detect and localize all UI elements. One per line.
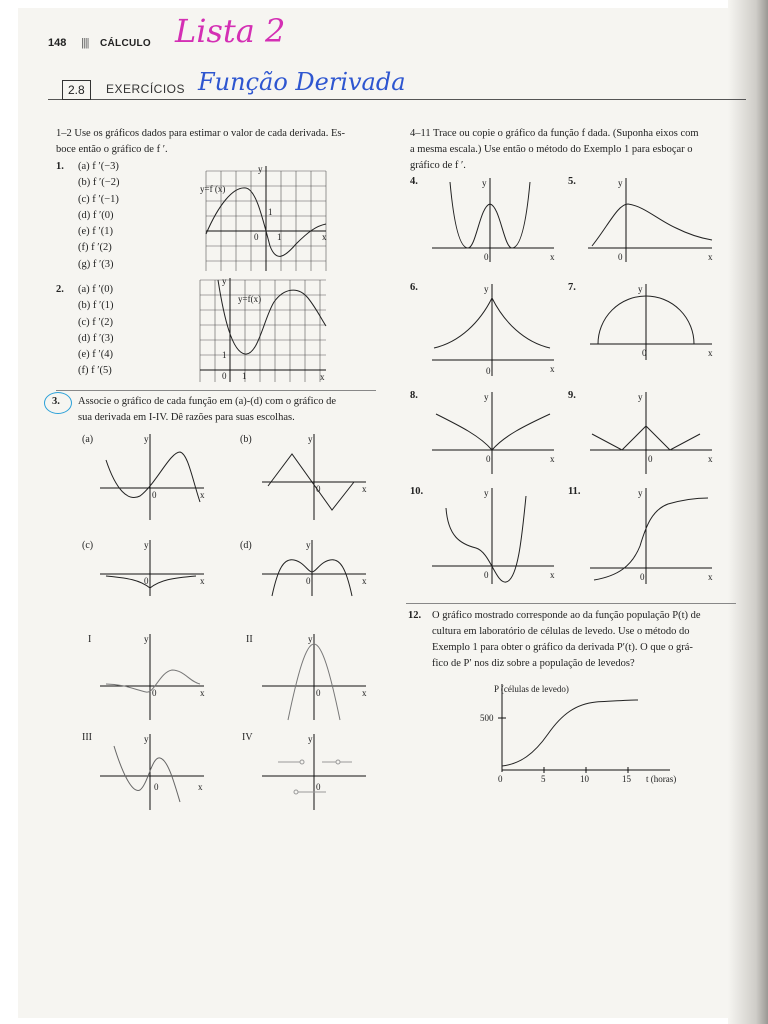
q1-number: 1. [56, 161, 64, 172]
q7-number: 7. [568, 282, 576, 293]
q1-x-label: x [322, 232, 327, 242]
graph-I-x: x [200, 688, 205, 698]
q12-y-tick-label: 500 [480, 713, 494, 723]
section-title: EXERCÍCIOS [106, 82, 186, 96]
q3-label-a: (a) [82, 434, 94, 445]
q1-y-label: y [258, 164, 263, 174]
section-number-box: 2.8 [62, 80, 91, 100]
graph-II-origin: 0 [316, 688, 321, 698]
q12-number: 12. [408, 610, 422, 621]
q1-item: (f) f ′(2) [78, 242, 112, 254]
graph-9 [588, 390, 718, 476]
graph-b [262, 432, 372, 522]
q2-y-label: y [222, 276, 227, 286]
graph-9-y: y [638, 392, 643, 402]
q2-item: (c) f ′(2) [78, 316, 113, 328]
graph-III-x: x [198, 782, 203, 792]
graph-b-origin: 0 [316, 484, 321, 494]
page-number: 148 [48, 37, 67, 49]
q12-population-graph [470, 680, 710, 790]
q1-one-x: 1 [277, 232, 282, 242]
graph-4-origin: 0 [484, 252, 489, 262]
graph-b-y: y [308, 434, 313, 444]
q3-label-b: (b) [240, 434, 252, 445]
graph-4-y: y [482, 178, 487, 188]
q12-x-label: t (horas) [646, 774, 677, 784]
graph-a-origin: 0 [152, 490, 157, 500]
q12-x-tick-label: 0 [498, 774, 503, 784]
q3-label-IV: IV [242, 732, 253, 743]
q3-number: 3. [52, 396, 60, 407]
q3-line1: Associe o gráfico de cada função em (a)-(d) com o gráfico de [78, 396, 336, 407]
graph-c [100, 538, 210, 598]
graph-I [100, 632, 210, 722]
graph-II-x: x [362, 688, 367, 698]
q1-graph [198, 166, 328, 276]
q3-label-c: (c) [82, 540, 94, 551]
q12-text [432, 608, 738, 672]
graph-6 [430, 282, 560, 378]
q1-curve-label: y=f (x) [200, 184, 226, 194]
q1-origin: 0 [254, 232, 259, 242]
q2-item: (f) f ′(5) [78, 365, 112, 377]
graph-c-origin: 0 [144, 576, 149, 586]
q8-number: 8. [410, 390, 418, 401]
q1-one-y: 1 [268, 207, 273, 217]
q1-items [78, 159, 119, 273]
graph-5-origin: 0 [618, 252, 623, 262]
q2-graph [198, 278, 328, 386]
graph-11-y: y [638, 488, 643, 498]
q12-line3: Exemplo 1 para obter o gráfico da derivada P′(t). O que o grá- [432, 642, 693, 653]
section-rule [48, 99, 746, 100]
graph-a-y: y [144, 434, 149, 444]
q12-rule [406, 603, 736, 604]
q12-y-label: P (células de levedo) [494, 684, 569, 694]
q1-item: (c) f ′(−1) [78, 193, 119, 205]
q1-item: (a) f ′(−3) [78, 161, 119, 172]
q4-number: 4. [410, 176, 418, 187]
q3-label-II: II [246, 634, 253, 645]
q2-one-y: 1 [222, 350, 227, 360]
graph-III-y: y [144, 734, 149, 744]
graph-6-y: y [484, 284, 489, 294]
graph-d-x: x [362, 576, 367, 586]
graph-d-origin: 0 [306, 576, 311, 586]
q12-curve [502, 700, 638, 766]
q3-label-d: (d) [240, 540, 252, 551]
graph-4 [430, 176, 560, 266]
graph-II-y: y [308, 634, 313, 644]
graph-10 [430, 486, 560, 586]
q3-text [78, 394, 383, 426]
intro-1-2 [56, 126, 386, 158]
graph-7 [588, 282, 718, 362]
intro-4-11-line2: a mesma escala.) Use então o método do Exemplo 1 para esboçar o [410, 144, 693, 155]
q12-line2: cultura em laboratório de células de levedo. Use o método do [432, 626, 690, 637]
q1-item: (b) f ′(−2) [78, 177, 120, 189]
graph-IV [262, 732, 372, 812]
q3-label-I: I [88, 634, 92, 645]
q2-item: (a) f ′(0) [78, 284, 113, 295]
q2-curve-label: y=f(x) [238, 294, 262, 304]
graph-8-y: y [484, 392, 489, 402]
graph-5 [588, 176, 718, 266]
graph-10-origin: 0 [484, 570, 489, 580]
graph-7-x: x [708, 348, 713, 358]
graph-I-origin: 0 [152, 688, 157, 698]
graph-b-x: x [362, 484, 367, 494]
q1-item: (d) f ′(0) [78, 209, 114, 221]
q2-curve [218, 280, 326, 354]
graph-8-x: x [550, 454, 555, 464]
graph-8 [430, 390, 560, 476]
intro-4-11-line1: 4–11 Trace ou copie o gráfico da função f dada. (Suponha eixos com [410, 128, 699, 139]
graph-9-origin: 0 [648, 454, 653, 464]
intro-1-2-line2: boce então o gráfico de f ′. [56, 144, 168, 155]
q3-rule [56, 390, 376, 391]
q5-number: 5. [568, 176, 576, 187]
q11-number: 11. [568, 486, 581, 497]
q2-item: (e) f ′(4) [78, 349, 113, 361]
graph-III [100, 732, 210, 812]
graph-II [262, 632, 372, 722]
handwritten-title: Lista 2 [175, 12, 286, 50]
q3-line2: sua derivada em I-IV. Dê razões para suas escolhas. [78, 412, 295, 423]
intro-4-11 [410, 126, 740, 174]
graph-10-y: y [484, 488, 489, 498]
graph-4-x: x [550, 252, 555, 262]
graph-d-y: y [306, 540, 311, 550]
graph-a-x: x [200, 490, 205, 500]
graph-d [262, 538, 372, 598]
graph-7-y: y [638, 284, 643, 294]
graph-9-x: x [708, 454, 713, 464]
q2-origin: 0 [222, 371, 227, 381]
graph-11 [588, 486, 718, 586]
graph-11-x: x [708, 572, 713, 582]
q9-number: 9. [568, 390, 576, 401]
graph-5-x: x [708, 252, 713, 262]
intro-1-2-line1: 1–2 Use os gráficos dados para estimar o valor de cada derivada. Es- [56, 128, 345, 139]
graph-7-origin: 0 [642, 348, 647, 358]
graph-a [100, 432, 210, 522]
q12-line4: fico de P′ nos diz sobre a população de levedos? [432, 658, 635, 669]
q2-grid [200, 280, 326, 382]
q1-item: (e) f ′(1) [78, 226, 113, 238]
q2-item: (d) f ′(3) [78, 332, 114, 344]
handwritten-topic: Função Derivada [198, 68, 406, 96]
q2-number: 2. [56, 284, 64, 295]
graph-IV-origin: 0 [316, 782, 321, 792]
graph-8-origin: 0 [486, 454, 491, 464]
header-bars: |||| [81, 37, 89, 49]
graph-6-origin: 0 [486, 366, 491, 376]
intro-4-11-line3: gráfico de f ′. [410, 160, 466, 171]
q10-number: 10. [410, 486, 424, 497]
graph-5-y: y [618, 178, 623, 188]
graph-11-origin: 0 [640, 572, 645, 582]
graph-c-x: x [200, 576, 205, 586]
q1-item: (g) f ′(3) [78, 258, 114, 270]
graph-I-y: y [144, 634, 149, 644]
q12-x-tick-label: 15 [622, 774, 631, 784]
q12-line1: O gráfico mostrado corresponde ao da função população P(t) de [432, 610, 701, 621]
q12-x-tick-label: 10 [580, 774, 589, 784]
q2-items [78, 282, 114, 380]
graph-III-origin: 0 [154, 782, 159, 792]
q6-number: 6. [410, 282, 418, 293]
graph-10-x: x [550, 570, 555, 580]
q12-x-tick-label: 5 [541, 774, 546, 784]
q3-label-III: III [82, 732, 92, 743]
graph-c-y: y [144, 540, 149, 550]
q2-item: (b) f ′(1) [78, 300, 114, 312]
graph-IV-y: y [308, 734, 313, 744]
book-title: CÁLCULO [100, 38, 151, 49]
graph-6-x: x [550, 364, 555, 374]
q2-one-x: 1 [242, 371, 247, 381]
q2-x-label: x [320, 372, 325, 382]
